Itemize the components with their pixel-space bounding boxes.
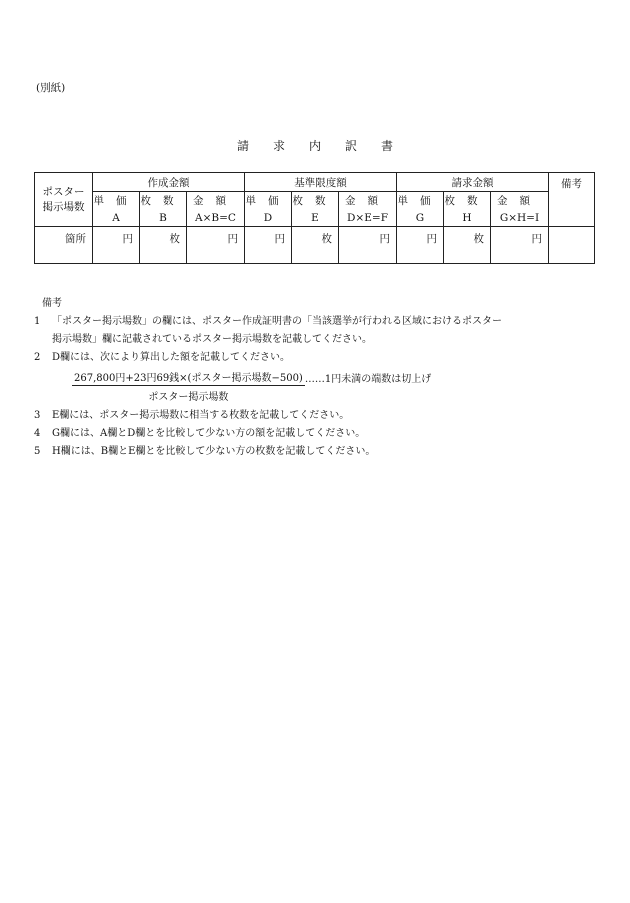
unit-cell[interactable]: 円	[245, 227, 292, 264]
col-subheader: 枚数	[140, 192, 187, 210]
unit-cell[interactable]: 枚	[292, 227, 339, 264]
poster-count-header: ポスター 掲示場数	[35, 173, 93, 227]
col-code: G×H=I	[491, 210, 549, 227]
col-subheader: 単価	[93, 192, 140, 210]
col-subheader: 金額	[339, 192, 397, 210]
col-subheader: 金額	[187, 192, 245, 210]
col-subheader: 枚数	[292, 192, 339, 210]
unit-cell[interactable]: 枚	[140, 227, 187, 264]
note-item: 3 E欄には、ポスター掲示場数に相当する枚数を記載してください。	[34, 410, 350, 421]
remarks-cell[interactable]	[549, 227, 595, 264]
col-subheader: 金額	[491, 192, 549, 210]
note-item: 4 G欄には、A欄とD欄とを比較して少ない方の額を記載してください。	[34, 428, 366, 439]
standard-limit-header: 基準限度額	[245, 173, 397, 192]
formula-denominator: ポスター掲示場数	[148, 392, 229, 403]
col-code: A	[93, 210, 140, 227]
col-code: B	[140, 210, 187, 227]
unit-cell[interactable]: 枚	[444, 227, 491, 264]
page-title: 請求内訳書	[236, 139, 417, 153]
col-code: E	[292, 210, 339, 227]
formula-suffix: ……1円未満の端数は切上げ	[304, 373, 432, 385]
calculation-formula	[72, 369, 431, 403]
creation-amount-header: 作成金額	[93, 173, 245, 192]
col-code: D×E=F	[339, 210, 397, 227]
unit-cell[interactable]: 円	[93, 227, 140, 264]
note-item-continued: 掲示場数」欄に記載されているポスター掲示場数を記載してください。	[52, 334, 372, 345]
remarks-header: 備考	[549, 173, 595, 227]
col-subheader: 枚数	[444, 192, 491, 210]
col-code: G	[397, 210, 444, 227]
appendix-label: (別紙)	[36, 82, 66, 94]
note-item: 5 H欄には、B欄とE欄とを比較して少ない方の枚数を記載してください。	[34, 446, 376, 457]
note-item: 1 「ポスター掲示場数」の欄には、ポスター作成証明書の「当該選挙が行われる区域におけるポスター	[34, 316, 502, 327]
note-item: 2 D欄には、次により算出した額を記載してください。	[34, 352, 291, 363]
unit-cell[interactable]: 円	[339, 227, 397, 264]
claim-amount-header: 請求金額	[397, 173, 549, 192]
notes-heading: 備考	[42, 298, 62, 309]
unit-cell[interactable]: 円	[397, 227, 444, 264]
col-code: D	[245, 210, 292, 227]
formula-numerator: 267,800円+23円69銭×(ポスター掲示場数−500)	[72, 369, 305, 386]
formula-fraction	[72, 369, 305, 403]
unit-cell[interactable]: 円	[187, 227, 245, 264]
col-subheader: 単価	[397, 192, 444, 210]
col-subheader: 単価	[245, 192, 292, 210]
col-code: A×B=C	[187, 210, 245, 227]
breakdown-table	[34, 172, 595, 264]
unit-cell[interactable]: 箇所	[35, 227, 93, 264]
col-code: H	[444, 210, 491, 227]
unit-cell[interactable]: 円	[491, 227, 549, 264]
